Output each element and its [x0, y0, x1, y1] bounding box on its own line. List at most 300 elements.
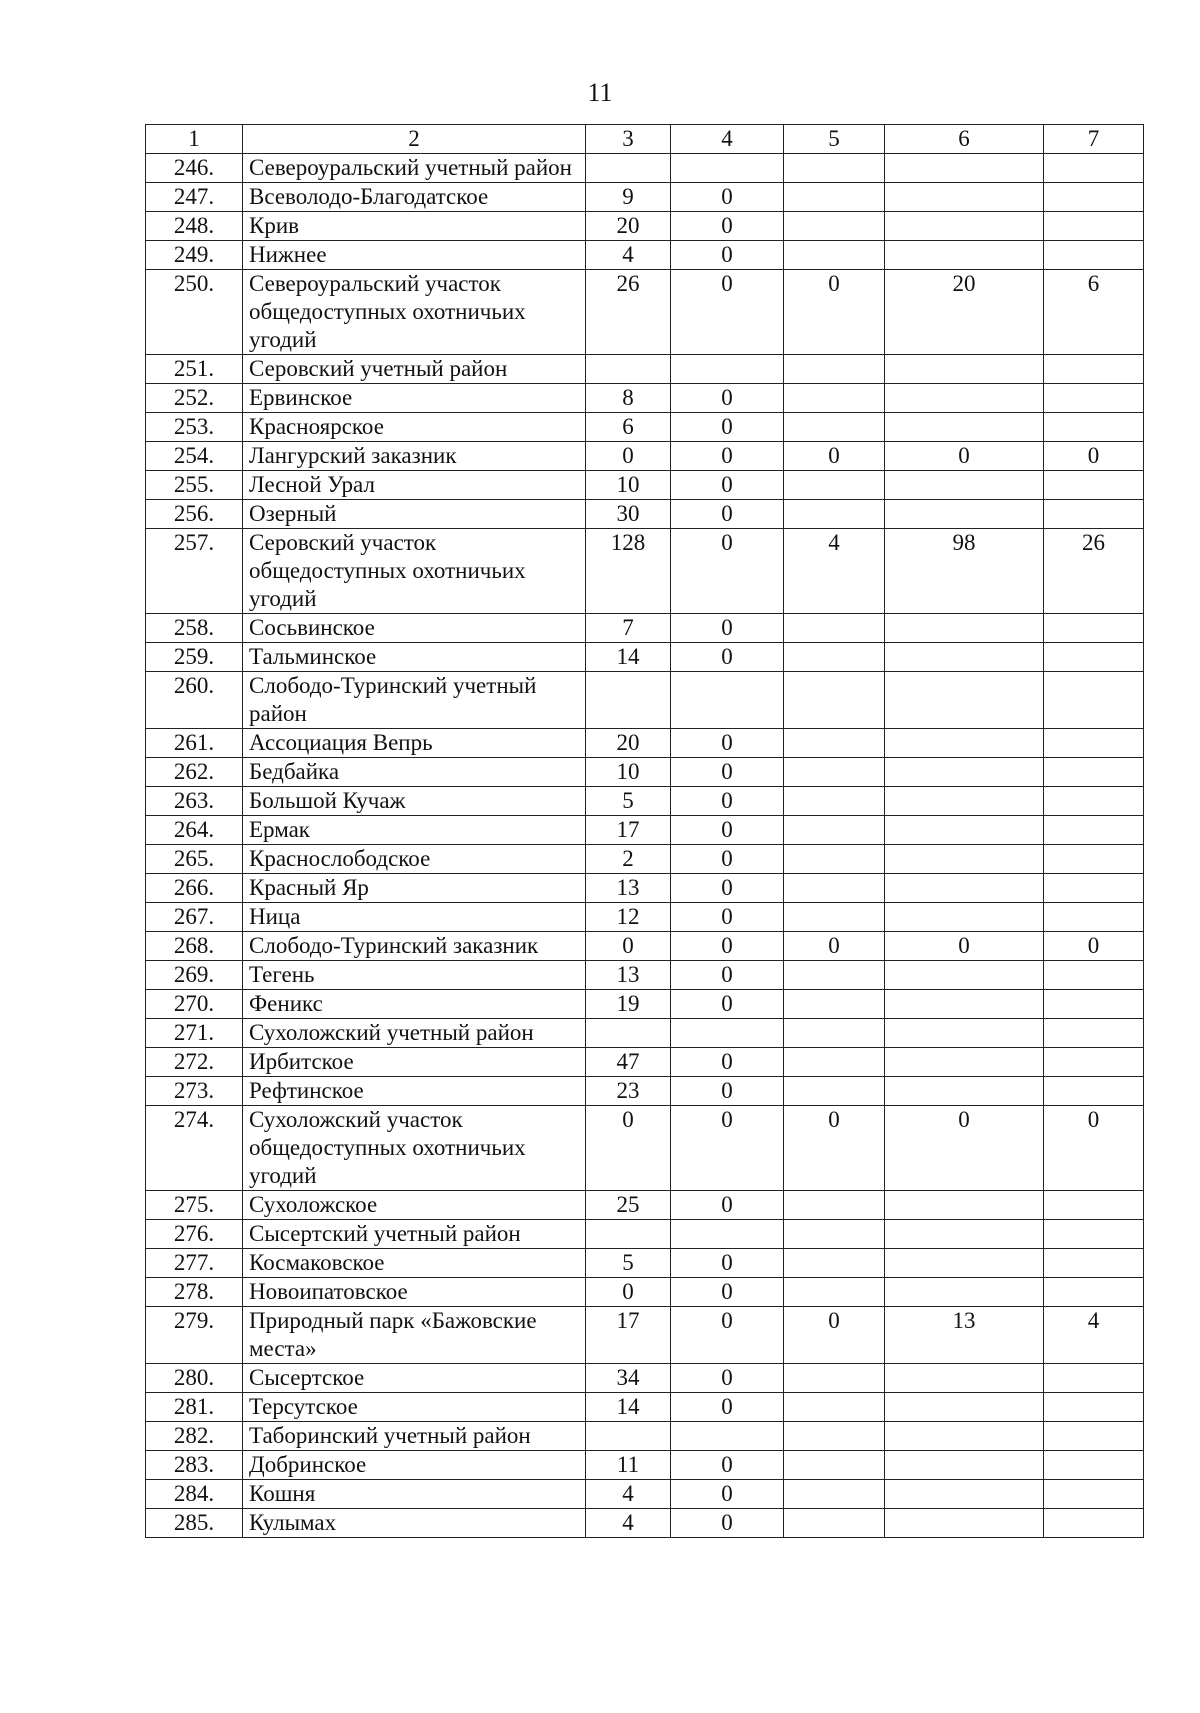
col6-value: [885, 1220, 1044, 1249]
col3-value: 30: [586, 500, 671, 529]
area-name: Природный парк «Бажовские места»: [243, 1307, 586, 1364]
col7-value: [1044, 729, 1144, 758]
area-name: Тальминское: [243, 643, 586, 672]
col7-value: [1044, 1019, 1144, 1048]
col4-value: 0: [671, 903, 784, 932]
col3-value: 0: [586, 442, 671, 471]
row-number: 264.: [146, 816, 243, 845]
col4-value: 0: [671, 1480, 784, 1509]
col5-value: [784, 729, 885, 758]
row-number: 257.: [146, 529, 243, 614]
col6-value: 0: [885, 932, 1044, 961]
table-row: [146, 270, 1144, 355]
table-row: [146, 1480, 1144, 1509]
table-row: [146, 1191, 1144, 1220]
col7-value: [1044, 1509, 1144, 1538]
col3-value: 20: [586, 729, 671, 758]
col7-value: 6: [1044, 270, 1144, 355]
col5-value: [784, 212, 885, 241]
col4-value: [671, 1422, 784, 1451]
table-row: [146, 241, 1144, 270]
table-row: [146, 845, 1144, 874]
col3-value: 34: [586, 1364, 671, 1393]
data-table: [145, 124, 1144, 1538]
col5-value: [784, 874, 885, 903]
col6-value: [885, 355, 1044, 384]
col5-value: 4: [784, 529, 885, 614]
col4-value: 0: [671, 1364, 784, 1393]
row-number: 263.: [146, 787, 243, 816]
col6-value: [885, 1019, 1044, 1048]
col4-value: 0: [671, 183, 784, 212]
col4-value: 0: [671, 1509, 784, 1538]
col4-value: 0: [671, 1106, 784, 1191]
col3-value: 128: [586, 529, 671, 614]
col7-value: [1044, 1048, 1144, 1077]
col3-value: 4: [586, 241, 671, 270]
col6-value: [885, 845, 1044, 874]
col3-value: [586, 154, 671, 183]
col3-value: 14: [586, 643, 671, 672]
col4-value: 0: [671, 1278, 784, 1307]
col4-value: 0: [671, 990, 784, 1019]
col6-value: [885, 787, 1044, 816]
col7-value: 0: [1044, 1106, 1144, 1191]
column-header: 7: [1044, 125, 1144, 154]
area-name: Сысертский учетный район: [243, 1220, 586, 1249]
col5-value: [784, 1249, 885, 1278]
col3-value: 17: [586, 1307, 671, 1364]
col7-value: [1044, 355, 1144, 384]
area-name: Тегень: [243, 961, 586, 990]
table-row: [146, 1077, 1144, 1106]
col7-value: [1044, 672, 1144, 729]
table-row: [146, 729, 1144, 758]
col7-value: [1044, 903, 1144, 932]
col7-value: [1044, 241, 1144, 270]
col5-value: [784, 961, 885, 990]
col6-value: [885, 672, 1044, 729]
row-number: 274.: [146, 1106, 243, 1191]
col7-value: [1044, 1249, 1144, 1278]
col3-value: 47: [586, 1048, 671, 1077]
table-row: [146, 1307, 1144, 1364]
col5-value: [784, 643, 885, 672]
col7-value: [1044, 1364, 1144, 1393]
col7-value: [1044, 413, 1144, 442]
col4-value: [671, 672, 784, 729]
table-row: [146, 384, 1144, 413]
area-name: Сухоложский участок общедоступных охотничьих угодий: [243, 1106, 586, 1191]
col6-value: [885, 961, 1044, 990]
col3-value: 4: [586, 1480, 671, 1509]
col5-value: [784, 1019, 885, 1048]
col6-value: [885, 1451, 1044, 1480]
col5-value: [784, 1451, 885, 1480]
col5-value: [784, 355, 885, 384]
col6-value: [885, 1364, 1044, 1393]
col5-value: 0: [784, 270, 885, 355]
row-number: 275.: [146, 1191, 243, 1220]
table-row: [146, 1393, 1144, 1422]
col4-value: 0: [671, 1048, 784, 1077]
col4-value: 0: [671, 614, 784, 643]
col5-value: [784, 413, 885, 442]
col3-value: 0: [586, 932, 671, 961]
area-name: Североуральский участок общедоступных охотничьих угодий: [243, 270, 586, 355]
area-name: Красноярское: [243, 413, 586, 442]
col3-value: 5: [586, 787, 671, 816]
area-name: Красный Яр: [243, 874, 586, 903]
col7-value: 0: [1044, 442, 1144, 471]
table-row: [146, 529, 1144, 614]
column-header: 5: [784, 125, 885, 154]
row-number: 278.: [146, 1278, 243, 1307]
col6-value: [885, 643, 1044, 672]
col5-value: [784, 500, 885, 529]
col3-value: 26: [586, 270, 671, 355]
col4-value: 0: [671, 816, 784, 845]
area-name: Сосьвинское: [243, 614, 586, 643]
col6-value: [885, 816, 1044, 845]
col6-value: [885, 990, 1044, 1019]
col5-value: [784, 787, 885, 816]
col7-value: [1044, 1191, 1144, 1220]
table-row: [146, 1451, 1144, 1480]
col7-value: [1044, 500, 1144, 529]
col7-value: [1044, 384, 1144, 413]
col3-value: 14: [586, 1393, 671, 1422]
col7-value: [1044, 758, 1144, 787]
area-name: Космаковское: [243, 1249, 586, 1278]
area-name: Кошня: [243, 1480, 586, 1509]
col6-value: [885, 212, 1044, 241]
page-number: 11: [587, 78, 613, 107]
col5-value: [784, 1509, 885, 1538]
row-number: 273.: [146, 1077, 243, 1106]
col3-value: 17: [586, 816, 671, 845]
col6-value: 0: [885, 1106, 1044, 1191]
row-number: 254.: [146, 442, 243, 471]
col4-value: 0: [671, 758, 784, 787]
col6-value: [885, 1048, 1044, 1077]
row-number: 262.: [146, 758, 243, 787]
table-row: [146, 758, 1144, 787]
col6-value: [885, 471, 1044, 500]
col4-value: 0: [671, 529, 784, 614]
area-name: Феникс: [243, 990, 586, 1019]
col4-value: 0: [671, 729, 784, 758]
row-number: 276.: [146, 1220, 243, 1249]
col7-value: [1044, 845, 1144, 874]
area-name: Серовский учетный район: [243, 355, 586, 384]
col5-value: [784, 1220, 885, 1249]
table-row: [146, 1220, 1144, 1249]
row-number: 260.: [146, 672, 243, 729]
table-row: [146, 442, 1144, 471]
col7-value: 26: [1044, 529, 1144, 614]
col5-value: [784, 241, 885, 270]
col4-value: 0: [671, 961, 784, 990]
col6-value: [885, 729, 1044, 758]
col7-value: [1044, 816, 1144, 845]
col4-value: 0: [671, 1307, 784, 1364]
col3-value: 7: [586, 614, 671, 643]
area-name: Бедбайка: [243, 758, 586, 787]
row-number: 270.: [146, 990, 243, 1019]
col3-value: 23: [586, 1077, 671, 1106]
table-row: [146, 990, 1144, 1019]
col7-value: [1044, 1393, 1144, 1422]
row-number: 256.: [146, 500, 243, 529]
row-number: 282.: [146, 1422, 243, 1451]
col4-value: 0: [671, 787, 784, 816]
area-name: Слободо-Туринский заказник: [243, 932, 586, 961]
col6-value: [885, 1249, 1044, 1278]
col7-value: [1044, 212, 1144, 241]
col7-value: [1044, 1278, 1144, 1307]
row-number: 285.: [146, 1509, 243, 1538]
col3-value: [586, 355, 671, 384]
row-number: 246.: [146, 154, 243, 183]
col3-value: 20: [586, 212, 671, 241]
col6-value: [885, 154, 1044, 183]
column-header: 3: [586, 125, 671, 154]
column-header: 4: [671, 125, 784, 154]
area-name: Лесной Урал: [243, 471, 586, 500]
col6-value: [885, 500, 1044, 529]
row-number: 249.: [146, 241, 243, 270]
col4-value: 0: [671, 500, 784, 529]
table-row: [146, 614, 1144, 643]
col4-value: [671, 1019, 784, 1048]
column-header: 2: [243, 125, 586, 154]
col3-value: [586, 672, 671, 729]
col3-value: 5: [586, 1249, 671, 1278]
col7-value: [1044, 1077, 1144, 1106]
col6-value: [885, 1509, 1044, 1538]
col7-value: [1044, 874, 1144, 903]
col5-value: [784, 1278, 885, 1307]
row-number: 267.: [146, 903, 243, 932]
col7-value: [1044, 1451, 1144, 1480]
area-name: Добринское: [243, 1451, 586, 1480]
col5-value: [784, 1077, 885, 1106]
area-name: Лангурский заказник: [243, 442, 586, 471]
row-number: 268.: [146, 932, 243, 961]
col7-value: 0: [1044, 932, 1144, 961]
area-name: Слободо-Туринский учетный район: [243, 672, 586, 729]
area-name: Кулымах: [243, 1509, 586, 1538]
row-number: 250.: [146, 270, 243, 355]
col3-value: 19: [586, 990, 671, 1019]
area-name: Рефтинское: [243, 1077, 586, 1106]
area-name: Ирбитское: [243, 1048, 586, 1077]
col5-value: [784, 384, 885, 413]
table-row: [146, 413, 1144, 442]
row-number: 272.: [146, 1048, 243, 1077]
row-number: 259.: [146, 643, 243, 672]
col7-value: [1044, 1422, 1144, 1451]
col5-value: [784, 183, 885, 212]
col3-value: 10: [586, 758, 671, 787]
col3-value: 4: [586, 1509, 671, 1538]
area-name: Сухоложское: [243, 1191, 586, 1220]
row-number: 248.: [146, 212, 243, 241]
col4-value: 0: [671, 932, 784, 961]
col6-value: 13: [885, 1307, 1044, 1364]
col5-value: [784, 471, 885, 500]
table-row: [146, 1364, 1144, 1393]
row-number: 247.: [146, 183, 243, 212]
area-name: Ница: [243, 903, 586, 932]
table-row: [146, 961, 1144, 990]
col6-value: [885, 183, 1044, 212]
table-row: [146, 500, 1144, 529]
col3-value: 6: [586, 413, 671, 442]
col6-value: [885, 1422, 1044, 1451]
col6-value: [885, 413, 1044, 442]
row-number: 277.: [146, 1249, 243, 1278]
table-row: [146, 154, 1144, 183]
table-row: [146, 355, 1144, 384]
col5-value: [784, 1048, 885, 1077]
col4-value: 0: [671, 874, 784, 903]
col4-value: 0: [671, 1451, 784, 1480]
col3-value: 12: [586, 903, 671, 932]
col3-value: 9: [586, 183, 671, 212]
area-name: Сухоложский учетный район: [243, 1019, 586, 1048]
area-name: Ервинское: [243, 384, 586, 413]
col4-value: [671, 355, 784, 384]
col4-value: [671, 1220, 784, 1249]
row-number: 253.: [146, 413, 243, 442]
table-row: [146, 932, 1144, 961]
col4-value: 0: [671, 845, 784, 874]
row-number: 261.: [146, 729, 243, 758]
row-number: 271.: [146, 1019, 243, 1048]
area-name: Большой Кучаж: [243, 787, 586, 816]
col7-value: 4: [1044, 1307, 1144, 1364]
area-name: Крив: [243, 212, 586, 241]
col6-value: [885, 1480, 1044, 1509]
area-name: Озерный: [243, 500, 586, 529]
col5-value: [784, 758, 885, 787]
col7-value: [1044, 183, 1144, 212]
col5-value: [784, 1393, 885, 1422]
table-row: [146, 672, 1144, 729]
area-name: Таборинский учетный район: [243, 1422, 586, 1451]
col4-value: 0: [671, 413, 784, 442]
table-row: [146, 787, 1144, 816]
col4-value: [671, 154, 784, 183]
col6-value: [885, 758, 1044, 787]
col6-value: 98: [885, 529, 1044, 614]
col5-value: 0: [784, 932, 885, 961]
area-name: Терсутское: [243, 1393, 586, 1422]
area-name: Нижнее: [243, 241, 586, 270]
row-number: 252.: [146, 384, 243, 413]
row-number: 283.: [146, 1451, 243, 1480]
col5-value: [784, 614, 885, 643]
row-number: 269.: [146, 961, 243, 990]
row-number: 258.: [146, 614, 243, 643]
col7-value: [1044, 614, 1144, 643]
column-header: 6: [885, 125, 1044, 154]
table-row: [146, 471, 1144, 500]
col3-value: 25: [586, 1191, 671, 1220]
col4-value: 0: [671, 384, 784, 413]
row-number: 281.: [146, 1393, 243, 1422]
table-row: [146, 1106, 1144, 1191]
col6-value: [885, 614, 1044, 643]
col5-value: [784, 1422, 885, 1451]
col4-value: 0: [671, 270, 784, 355]
col4-value: 0: [671, 212, 784, 241]
col4-value: 0: [671, 643, 784, 672]
col7-value: [1044, 643, 1144, 672]
table-row: [146, 183, 1144, 212]
col6-value: 20: [885, 270, 1044, 355]
col5-value: [784, 845, 885, 874]
col7-value: [1044, 154, 1144, 183]
col7-value: [1044, 1480, 1144, 1509]
col7-value: [1044, 471, 1144, 500]
area-name: Новоипатовское: [243, 1278, 586, 1307]
table-row: [146, 1422, 1144, 1451]
area-name: Ассоциация Вепрь: [243, 729, 586, 758]
row-number: 251.: [146, 355, 243, 384]
col4-value: 0: [671, 471, 784, 500]
area-name: Серовский участок общедоступных охотничьих угодий: [243, 529, 586, 614]
col5-value: 0: [784, 1307, 885, 1364]
col3-value: 13: [586, 874, 671, 903]
col3-value: 0: [586, 1278, 671, 1307]
table-row: [146, 1048, 1144, 1077]
table-row: [146, 212, 1144, 241]
row-number: 279.: [146, 1307, 243, 1364]
col4-value: 0: [671, 1393, 784, 1422]
col5-value: 0: [784, 1106, 885, 1191]
col6-value: [885, 1191, 1044, 1220]
col6-value: [885, 1393, 1044, 1422]
table-row: [146, 816, 1144, 845]
row-number: 255.: [146, 471, 243, 500]
table-row: [146, 903, 1144, 932]
row-number: 265.: [146, 845, 243, 874]
col5-value: [784, 1364, 885, 1393]
area-name: Всеволодо-Благодатское: [243, 183, 586, 212]
col3-value: 0: [586, 1106, 671, 1191]
col4-value: 0: [671, 1249, 784, 1278]
row-number: 280.: [146, 1364, 243, 1393]
col3-value: 8: [586, 384, 671, 413]
col5-value: [784, 1191, 885, 1220]
col7-value: [1044, 787, 1144, 816]
col5-value: [784, 1480, 885, 1509]
col5-value: [784, 903, 885, 932]
area-name: Североуральский учетный район: [243, 154, 586, 183]
col6-value: [885, 1278, 1044, 1307]
row-number: 266.: [146, 874, 243, 903]
col3-value: [586, 1422, 671, 1451]
table-row: [146, 1249, 1144, 1278]
col7-value: [1044, 1220, 1144, 1249]
area-name: Краснослободское: [243, 845, 586, 874]
col7-value: [1044, 961, 1144, 990]
col3-value: 10: [586, 471, 671, 500]
col6-value: [885, 1077, 1044, 1106]
